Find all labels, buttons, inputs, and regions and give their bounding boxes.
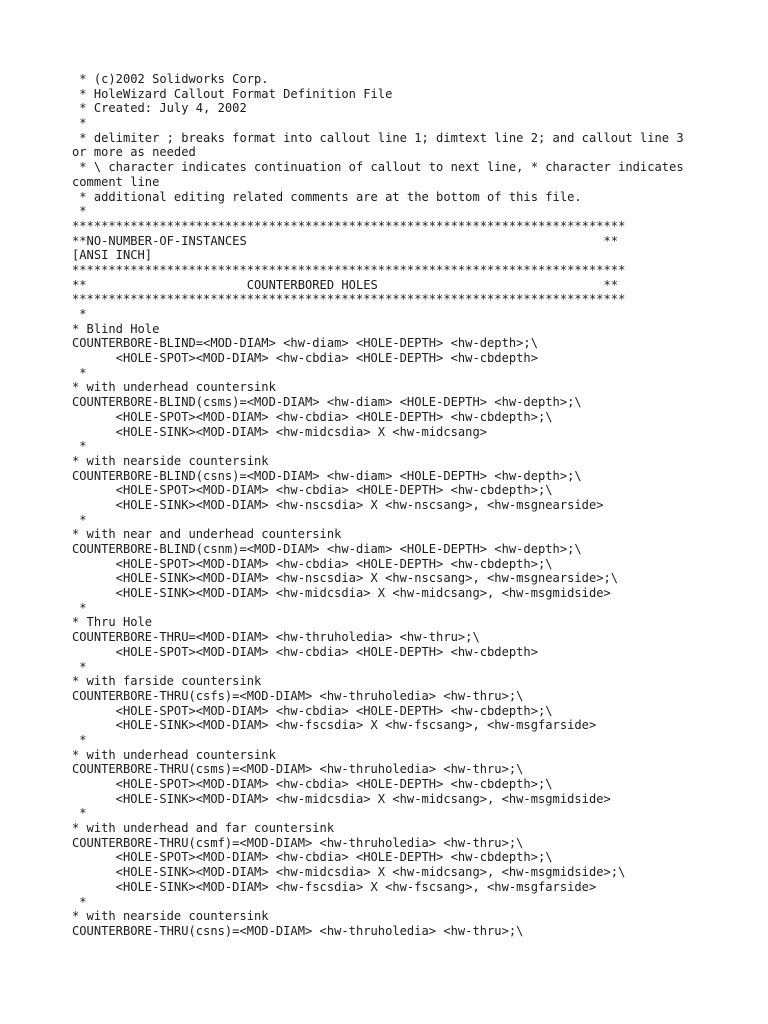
- text-line: *: [72, 600, 87, 615]
- code-line: COUNTERBORE-THRU(csms)=<MOD-DIAM> <hw-thruholedia> <hw-thru>;\: [72, 762, 524, 777]
- code-line: <HOLE-SPOT><MOD-DIAM> <hw-cbdia> <HOLE-DEPTH> <hw-cbdepth>;\: [72, 556, 553, 571]
- comment-line: * with underhead and far countersink: [72, 821, 335, 836]
- code-line: COUNTERBORE-BLIND(csns)=<MOD-DIAM> <hw-diam> <HOLE-DEPTH> <hw-depth>;\: [72, 468, 582, 483]
- separator-line: ****************************************************************************: [72, 292, 626, 307]
- comment-line: * with near and underhead countersink: [72, 527, 342, 542]
- text-line: * additional editing related comments are at the bottom of this file.: [72, 189, 582, 204]
- comment-line: * with nearside countersink: [72, 909, 269, 924]
- comment-line: * Blind Hole: [72, 321, 160, 336]
- code-line: <HOLE-SPOT><MOD-DIAM> <hw-cbdia> <HOLE-DEPTH> <hw-cbdepth>;\: [72, 850, 553, 865]
- text-line: * \ character indicates continuation of callout to next line, * character indicates: [72, 160, 684, 175]
- code-line: <HOLE-SINK><MOD-DIAM> <hw-midcsdia> X <hw-midcsang>, <hw-msgmidside>;\: [72, 865, 626, 880]
- text-line: * Created: July 4, 2002: [72, 101, 247, 116]
- code-line: <HOLE-SINK><MOD-DIAM> <hw-midcsdia> X <hw-midcsang>, <hw-msgmidside>: [72, 586, 611, 601]
- code-line: COUNTERBORE-THRU(csns)=<MOD-DIAM> <hw-thruholedia> <hw-thru>;\: [72, 923, 524, 938]
- separator-line: ****************************************************************************: [72, 218, 626, 233]
- code-line: <HOLE-SPOT><MOD-DIAM> <hw-cbdia> <HOLE-DEPTH> <hw-cbdepth>;\: [72, 703, 553, 718]
- code-line: COUNTERBORE-BLIND(csms)=<MOD-DIAM> <hw-diam> <HOLE-DEPTH> <hw-depth>;\: [72, 395, 582, 410]
- code-line: COUNTERBORE-THRU(csmf)=<MOD-DIAM> <hw-thruholedia> <hw-thru>;\: [72, 835, 524, 850]
- text-line: *: [72, 732, 87, 747]
- comment-line: * Thru Hole: [72, 615, 153, 630]
- code-line: <HOLE-SINK><MOD-DIAM> <hw-nscsdia> X <hw-nscsang>, <hw-msgnearside>;\: [72, 571, 619, 586]
- text-line: **NO-NUMBER-OF-INSTANCES **: [72, 233, 619, 248]
- text-line: *: [72, 512, 87, 527]
- code-line: <HOLE-SPOT><MOD-DIAM> <hw-cbdia> <HOLE-DEPTH> <hw-cbdepth>: [72, 351, 538, 366]
- code-line: COUNTERBORE-BLIND=<MOD-DIAM> <hw-diam> <HOLE-DEPTH> <hw-depth>;\: [72, 336, 538, 351]
- comment-line: * with underhead countersink: [72, 747, 276, 762]
- text-line: *: [72, 894, 87, 909]
- text-line: *: [72, 116, 87, 131]
- comment-line: * with underhead countersink: [72, 380, 276, 395]
- code-line: <HOLE-SINK><MOD-DIAM> <hw-fscsdia> X <hw-fscsang>, <hw-msgfarside>: [72, 879, 597, 894]
- text-line: or more as needed: [72, 145, 196, 160]
- code-line: <HOLE-SINK><MOD-DIAM> <hw-nscsdia> X <hw-nscsang>, <hw-msgnearside>: [72, 497, 604, 512]
- separator-line: ****************************************************************************: [72, 262, 626, 277]
- text-line: *: [72, 307, 87, 321]
- code-line: <HOLE-SINK><MOD-DIAM> <hw-midcsdia> X <hw-midcsang>: [72, 424, 488, 439]
- text-line: * (c)2002 Solidworks Corp.: [72, 72, 269, 86]
- text-line: *: [72, 806, 87, 821]
- text-line: *: [72, 365, 87, 380]
- code-line: <HOLE-SINK><MOD-DIAM> <hw-fscsdia> X <hw-fscsang>, <hw-msgfarside>: [72, 718, 597, 733]
- code-line: <HOLE-SINK><MOD-DIAM> <hw-midcsdia> X <hw-midcsang>, <hw-msgmidside>: [72, 791, 611, 806]
- code-line: <HOLE-SPOT><MOD-DIAM> <hw-cbdia> <HOLE-DEPTH> <hw-cbdepth>;\: [72, 777, 553, 791]
- text-line: * delimiter ; breaks format into callout line 1; dimtext line 2; and callout line 3: [72, 130, 684, 145]
- code-line: COUNTERBORE-BLIND(csnm)=<MOD-DIAM> <hw-diam> <HOLE-DEPTH> <hw-depth>;\: [72, 542, 582, 556]
- text-line: [ANSI INCH]: [72, 248, 153, 263]
- section-heading: ** COUNTERBORED HOLES **: [72, 277, 619, 292]
- comment-line: * with nearside countersink: [72, 453, 269, 468]
- text-line: *: [72, 204, 87, 219]
- comment-line: * with farside countersink: [72, 674, 262, 689]
- code-line: <HOLE-SPOT><MOD-DIAM> <hw-cbdia> <HOLE-DEPTH> <hw-cbdepth>;\: [72, 409, 553, 424]
- text-line: * HoleWizard Callout Format Definition File: [72, 86, 393, 101]
- code-line: <HOLE-SPOT><MOD-DIAM> <hw-cbdia> <HOLE-DEPTH> <hw-cbdepth>;\: [72, 483, 553, 498]
- code-line: <HOLE-SPOT><MOD-DIAM> <hw-cbdia> <HOLE-DEPTH> <hw-cbdepth>: [72, 644, 538, 659]
- code-line: COUNTERBORE-THRU=<MOD-DIAM> <hw-thruholedia> <hw-thru>;\: [72, 630, 480, 645]
- document-body: [72, 72, 712, 939]
- text-line: *: [72, 439, 87, 454]
- text-line: comment line: [72, 174, 160, 189]
- text-line: *: [72, 659, 87, 674]
- code-line: COUNTERBORE-THRU(csfs)=<MOD-DIAM> <hw-thruholedia> <hw-thru>;\: [72, 688, 524, 703]
